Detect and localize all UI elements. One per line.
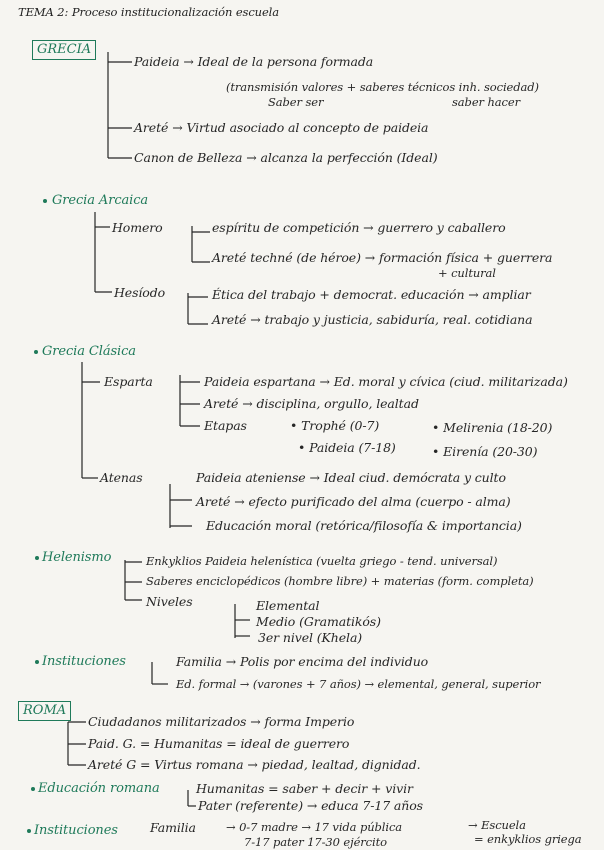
grecia-arete: Areté → Virtud asociado al concepto de paideia <box>134 120 429 135</box>
helenismo-title: Helenismo <box>42 550 112 565</box>
clasica-atenas-2: Areté → efecto purificado del alma (cuerpo - alma) <box>196 494 511 509</box>
clasica-title: Grecia Clásica <box>42 344 136 359</box>
clasica-atenas-1: Paideia ateniense → Ideal ciud. demócrata y culto <box>196 470 506 485</box>
instituciones-item-2: Ed. formal → (varones + 7 años) → elemental, general, superior <box>176 677 541 691</box>
page-title: TEMA 2: Proceso institucionalización escuela <box>18 5 280 19</box>
instituciones-roma-title: Instituciones <box>34 823 118 838</box>
instituciones-roma-escuela: → Escuela <box>468 818 526 832</box>
helenismo-nivel-1: Elemental <box>256 598 320 613</box>
arcaica-title: Grecia Arcaica <box>52 193 149 208</box>
instituciones-roma-line-2: 7-17 pater 17-30 ejército <box>244 835 387 849</box>
roma-item-1: Ciudadanos militarizados → forma Imperio <box>88 714 355 729</box>
arcaica-hesiodo: Hesíodo <box>114 285 166 300</box>
helenismo-nivel-3: 3er nivel (Khela) <box>258 630 363 645</box>
clasica-esparta-1: Paideia espartana → Ed. moral y cívica (ciud. militarizada) <box>204 374 568 389</box>
instituciones-roma-familia: Familia <box>150 820 196 835</box>
grecia-canon: Canon de Belleza → alcanza la perfección (Ideal) <box>134 150 438 165</box>
educacion-romana-title: Educación romana <box>38 781 160 796</box>
clasica-etapa-paideia: • Paideia (7-18) <box>298 440 396 455</box>
educacion-romana-item-2: Pater (referente) → educa 7-17 años <box>198 798 423 813</box>
grecia-saber-hacer: saber hacer <box>452 95 520 109</box>
clasica-etapa-trophe: • Trophé (0-7) <box>290 418 380 433</box>
arcaica-homero-1: espíritu de competición → guerrero y caballero <box>212 220 506 235</box>
helenismo-item-1: Enkyklios Paideia helenística (vuelta griego - tend. universal) <box>146 554 498 568</box>
grecia-saber-ser: Saber ser <box>268 95 324 109</box>
instituciones-roma-enkyklios: = enkyklios griega <box>474 832 582 846</box>
grecia-box: GRECIA <box>32 40 96 60</box>
grecia-paideia: Paideia → Ideal de la persona formada <box>134 54 374 69</box>
clasica-atenas: Atenas <box>100 470 143 485</box>
helenismo-nivel-2: Medio (Gramatikós) <box>256 614 381 629</box>
clasica-etapa-melirenia: • Melirenia (18-20) <box>432 420 553 435</box>
arcaica-hesiodo-1: Ética del trabajo + democrat. educación → ampliar <box>212 287 531 302</box>
arcaica-homero-2: Areté techné (de héroe) → formación física + guerrera <box>212 250 553 265</box>
instituciones-roma-line-1: → 0-7 madre → 17 vida pública <box>226 820 403 834</box>
clasica-esparta-2: Areté → disciplina, orgullo, lealtad <box>204 396 419 411</box>
instituciones-item-1: Familia → Polis por encima del individuo <box>176 654 429 669</box>
roma-item-3: Areté G = Virtus romana → piedad, lealtad, dignidad. <box>88 757 421 772</box>
clasica-etapas: Etapas <box>204 418 247 433</box>
grecia-paideia-note: (transmisión valores + saberes técnicos inh. sociedad) <box>226 80 539 94</box>
arcaica-homero-2b: + cultural <box>438 266 496 280</box>
clasica-etapa-eirenia: • Eirenía (20-30) <box>432 444 538 459</box>
educacion-romana-item-1: Humanitas = saber + decir + vivir <box>196 781 413 796</box>
helenismo-item-2: Saberes enciclopédicos (hombre libre) + materias (form. completa) <box>146 574 534 588</box>
roma-item-2: Paid. G. = Humanitas = ideal de guerrero <box>88 736 350 751</box>
arcaica-homero: Homero <box>112 220 163 235</box>
roma-box: ROMA <box>18 701 71 721</box>
instituciones-title: Instituciones <box>42 654 126 669</box>
clasica-esparta: Esparta <box>104 374 153 389</box>
arcaica-hesiodo-2: Areté → trabajo y justicia, sabiduría, real. cotidiana <box>212 312 533 327</box>
helenismo-niveles: Niveles <box>146 594 193 609</box>
clasica-atenas-3: Educación moral (retórica/filosofía & importancia) <box>206 518 522 533</box>
